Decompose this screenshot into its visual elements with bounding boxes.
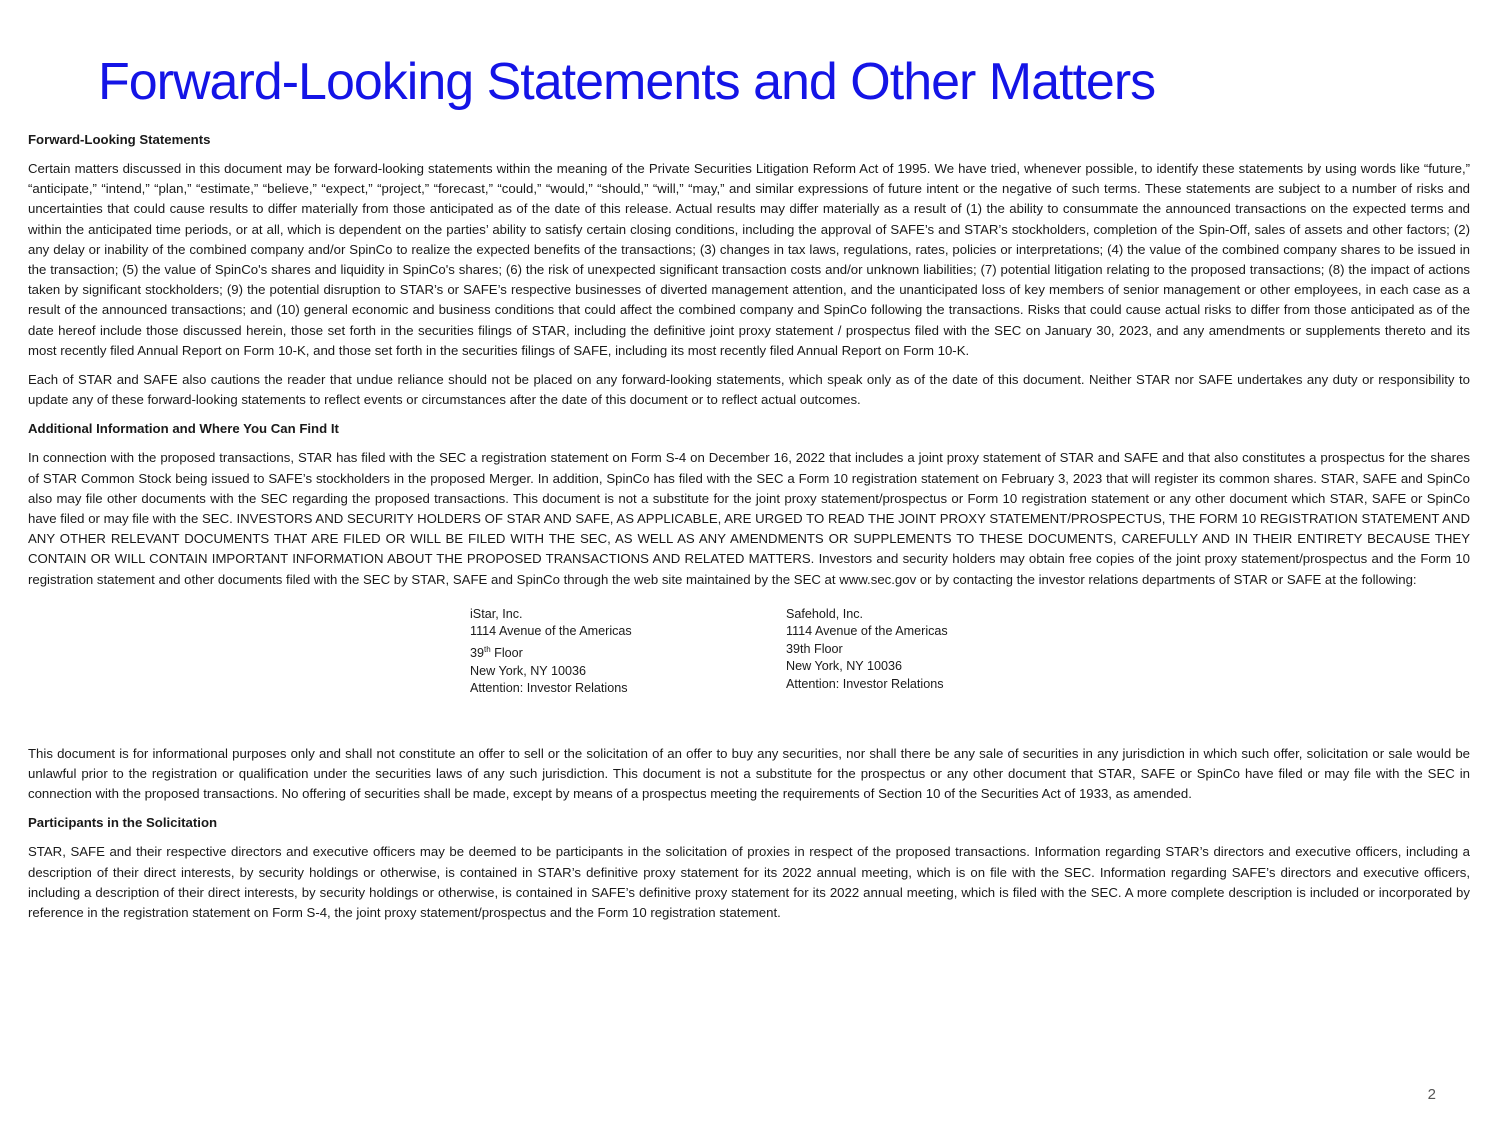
section-heading-participants: Participants in the Solicitation [28, 815, 218, 831]
participants-paragraph: STAR, SAFE and their respective directors and executive officers may be deemed to be participants in the solicitation of proxies in respect of the proposed transactions. Information regarding STAR’s directors and executive officers, including a description of their direct interests, by security holdings or otherwise, is contained in STAR’s definitive proxy statement for its 2022 annual meeting, which is on file with the SEC. Information regarding SAFE’s directors and executive officers, including a description of their direct interests, by security holdings or otherwise, is contained in SAFE’s definitive proxy statement for its 2022 annual meeting, which is filed with the SEC. A more complete description is included or incorporated by reference in the registration statement on Form S-4, the joint proxy statement/prospectus and the Form 10 registration statement. [28, 844, 1470, 921]
istar-floor-suffix: th [484, 644, 491, 654]
istar-name: iStar, Inc. [470, 606, 523, 621]
istar-floor-word: Floor [490, 646, 523, 661]
safehold-city: New York, NY 10036 [786, 659, 902, 674]
istar-floor-number: 39 [470, 646, 485, 661]
istar-address [470, 606, 632, 698]
additional-info-paragraph: In connection with the proposed transactions, STAR has filed with the SEC a registration statement on Form S-4 on December 16, 2022 that includes a joint proxy statement of STAR and SAFE and that also constitutes a prospectus for the shares of STAR Common Stock being issued to SAFE’s stockholders in the proposed Merger. In addition, SpinCo has filed with the SEC a Form 10 registration statement on February 3, 2023 that will register its common shares. STAR, SAFE and SpinCo also may file other documents with the SEC regarding the proposed transactions. This document is not a substitute for the joint proxy statement/prospectus or Form 10 registration statement or any other document which STAR, SAFE or SpinCo have filed or may file with the SEC. INVESTORS AND SECURITY HOLDERS OF STAR AND SAFE, AS APPLICABLE, ARE URGED TO READ THE JOINT PROXY STATEMENT/PROSPECTUS, THE FORM 10 REGISTRATION STATEMENT AND ANY OTHER RELEVANT DOCUMENTS THAT ARE FILED OR WILL BE FILED WITH THE SEC, AS WELL AS ANY AMENDMENTS OR SUPPLEMENTS TO THESE DOCUMENTS, CAREFULLY AND IN THEIR ENTIRETY BECAUSE THEY CONTAIN OR WILL CONTAIN IMPORTANT INFORMATION ABOUT THE PROPOSED TRANSACTIONS AND RELATED MATTERS. Investors and security holders may obtain free copies of the joint proxy statement/prospectus and the Form 10 registration statement and other documents filed with the SEC by STAR, SAFE and SpinCo through the web site maintained by the SEC at www.sec.gov or by contacting the investor relations departments of STAR or SAFE at the following: [28, 450, 1470, 587]
document-body [28, 130, 1470, 932]
forward-looking-paragraph-2: Each of STAR and SAFE also cautions the reader that undue reliance should not be placed on any forward-looking statements, which speak only as of the date of this document. Neither STAR nor SAFE undertakes any duty or responsibility to update any of these forward-looking statements to reflect events or circumstances after the date of this document or to reflect actual outcomes. [28, 372, 1470, 408]
section-heading-additional-info: Additional Information and Where You Can Find It [28, 421, 339, 437]
page-title: Forward-Looking Statements and Other Matters [98, 53, 1156, 111]
safehold-attention: Attention: Investor Relations [786, 676, 944, 691]
section-heading-forward-looking: Forward-Looking Statements [28, 132, 211, 147]
contact-addresses [28, 606, 1470, 744]
istar-attention: Attention: Investor Relations [470, 681, 628, 696]
page-number: 2 [1427, 1086, 1436, 1103]
safehold-name: Safehold, Inc. [786, 606, 864, 621]
safehold-street: 1114 Avenue of the Americas [786, 624, 948, 639]
istar-city: New York, NY 10036 [470, 663, 586, 678]
forward-looking-paragraph-1: Certain matters discussed in this document may be forward-looking statements within the meaning of the Private Securities Litigation Reform Act of 1995. We have tried, whenever possible, to identify these statements by using words like “future,” “anticipate,” “intend,” “plan,” “estimate,” “believe,” “expect,” “project,” “forecast,” “could,” “would,” “should,” “will,” “may,” and similar expressions of future intent or the negative of such terms. These statements are subject to a number of risks and uncertainties that could cause results to differ materially from those anticipated as of the date of this release. Actual results may differ materially as a result of (1) the ability to consummate the announced transactions on the expected terms and within the anticipated time periods, or at all, which is dependent on the parties’ ability to satisfy certain closing conditions, including the approval of SAFE’s and STAR’s stockholders, completion of the Spin-Off, sales of assets and other factors; (2) any delay or inability of the combined company and/or SpinCo to realize the expected benefits of the transactions; (3) changes in tax laws, regulations, rates, policies or interpretations; (4) the value of the combined company shares to be issued in the transaction; (5) the value of SpinCo's shares and liquidity in SpinCo's shares; (6) the risk of unexpected significant transaction costs and/or unknown liabilities; (7) potential litigation relating to the proposed transactions; (8) the impact of actions taken by significant stockholders; (9) the potential disruption to STAR’s or SAFE’s respective businesses of diverted management attention, and the unanticipated loss of key members of senior management or other employees, in each case as a result of the announced transactions; and (10) general economic and business conditions that could affect the combined company and SpinCo following the transactions. Risks that could cause actual risks to differ from those anticipated as of the date hereof include those discussed herein, those set forth in the securities filings of STAR, including the definitive joint proxy statement / prospectus filed with the SEC on January 30, 2023, and any amendments or supplements thereto and its most recently filed Annual Report on Form 10-K, and those set forth in the securities filings of SAFE, including its most recently filed Annual Report on Form 10-K. [28, 161, 1470, 358]
istar-street: 1114 Avenue of the Americas [470, 624, 632, 639]
safehold-floor: 39th Floor [786, 641, 843, 656]
istar-floor [470, 641, 632, 663]
disclaimer-paragraph: This document is for informational purposes only and shall not constitute an offer to sell or the solicitation of an offer to buy any securities, nor shall there be any sale of securities in any jurisdiction in which such offer, solicitation or sale would be unlawful prior to the registration or qualification under the securities laws of any such jurisdiction. This document is not a substitute for the prospectus or any other document that STAR, SAFE or SpinCo have filed or may file with the SEC in connection with the proposed transactions. No offering of securities shall be made, except by means of a prospectus meeting the requirements of Section 10 of the Securities Act of 1933, as amended. [28, 745, 1470, 802]
safehold-address [786, 606, 948, 694]
